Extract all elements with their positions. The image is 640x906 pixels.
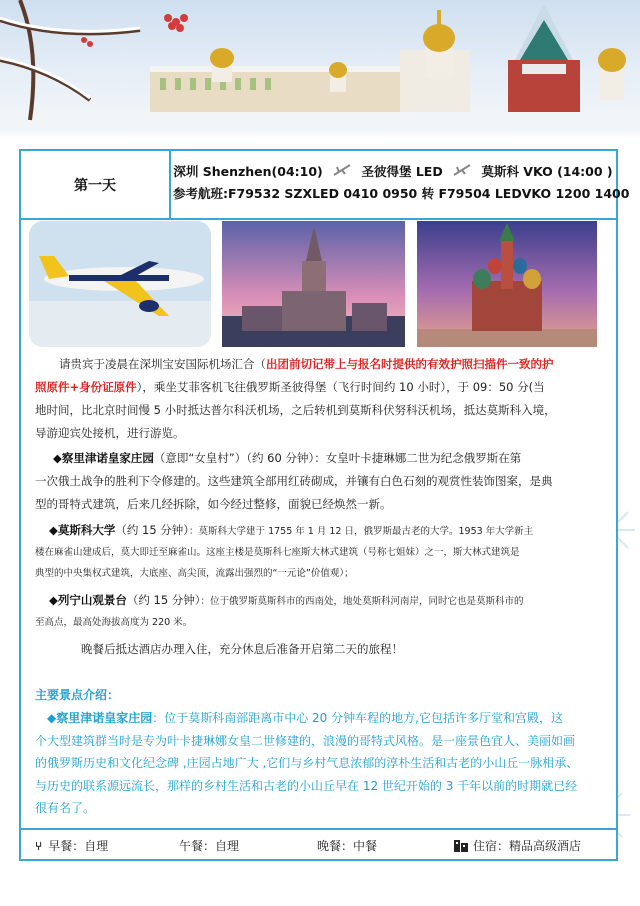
text-line: 典型的中央集权式建筑，大底座、高尖顶，流露出强烈的“一元论”价值观）； — [35, 568, 354, 579]
text-line: 楼在麻雀山建成后，莫大即迁至麻雀山。这座主楼是莫斯科七座斯大林式建筑（号称七姐妹）之一，斯大林式建筑是 — [35, 547, 520, 558]
text-line: 的俄罗斯历史和文化纪念碑 ,庄园占地广大 ,它们与乡村气息浓郁的淳朴生活和古老的小山丘一脉相承、 — [35, 756, 579, 770]
route-transfer: 圣彼得堡 LED — [361, 164, 443, 179]
text-line: 至高点，最高处海拔高度为 220 米。 — [35, 617, 193, 628]
text-line: ◆莫斯科大学（约 15 分钟）：莫斯科大学建于 1755 年 1 月 12 日，俄罗斯最古老的大学。1953 年大学新主 — [35, 519, 610, 542]
attractions-intro — [35, 684, 610, 820]
hotel-info: 住宿：精品高级酒店 — [453, 837, 581, 856]
moscow-skyline-photo — [222, 221, 405, 347]
text-line: 导游迎宾处接机，进行游览。 — [35, 426, 185, 440]
text-line: 一次俄土战争的胜利下令修建的。这些建筑全部用红砖砌成，并镶有白色石刻的观赏性装饰图案，是典 — [35, 474, 553, 488]
banner-snow-edge — [0, 128, 640, 138]
evening-note: 晚餐后抵达酒店办理入住，充分休息后准备开启第二天的旅程！ — [81, 642, 403, 656]
cutlery-icon: ⑂ — [35, 839, 43, 853]
airplane-icon — [453, 161, 471, 183]
text-line: 型的哥特式建筑，后来几经拆除，如今经过整修，面貌已经焕然一新。 — [35, 497, 392, 511]
breakfast-info: ⑂ 早餐：自理 — [35, 839, 109, 853]
day-header-row — [21, 151, 630, 220]
lunch-info: 午餐：自理 — [179, 839, 240, 853]
text-line: ◆察里津诺皇家庄园：位于莫斯科南部距离市中心 20 分钟车程的地方,它包括许多厅堂和宫殿，这 — [35, 707, 610, 730]
sight-title: ◆察里津诺皇家庄园 — [47, 711, 153, 725]
text-line: 与历史的联系源远流长，那样的乡村生活和古老的小山丘早在 12 世纪开始的 3 千年以前的时期就已经 — [35, 778, 578, 793]
hotel-icon — [453, 837, 469, 856]
text-line: 很有名了。 — [35, 801, 96, 815]
photo-strip — [29, 221, 609, 347]
meals-row — [21, 828, 616, 861]
dinner-info: 晚餐：中餐 — [317, 839, 378, 853]
text-line: ◆察里津诺皇家庄园（意即“女皇村”）（约 60 分钟）：女皇叶卡捷琳娜二世为纪念俄罗斯在第 — [35, 447, 610, 470]
airplane-icon — [333, 161, 351, 183]
st-basil-photo — [417, 221, 597, 347]
text-line: 照原件+身份证原件），乘坐艾菲客机飞往俄罗斯圣彼得堡（飞行时间约 10 小时），于 09：50 分(当 — [35, 380, 545, 394]
route-info — [173, 161, 630, 205]
flight-info: 参考航班:F79532 SZXLED 0410 0950 转 F79504 LEDVKO 1200 1400 — [173, 186, 630, 201]
itinerary-frame — [19, 149, 630, 861]
sight-tsaritsyno — [35, 447, 610, 516]
day-label: 第一天 — [21, 151, 171, 218]
route-origin: 深圳 Shenzhen(04:10) — [173, 164, 323, 179]
route-line — [173, 161, 613, 183]
sight-moscow-university — [35, 519, 610, 584]
header-banner — [0, 0, 640, 132]
sight-sparrow-hills — [35, 589, 610, 633]
route-destination: 莫斯科 VKO (14:00 ) — [481, 164, 613, 179]
text-line: 地时间，比北京时间慢 5 小时抵达普尔科沃机场，之后转机到莫斯科伏努科沃机场，抵达莫斯科入境， — [35, 403, 556, 417]
section-title: 主要景点介绍： — [35, 688, 120, 702]
sight-title: ◆列宁山观景台 — [49, 593, 127, 607]
text-line: 个大型建筑群当时是专为叶卡捷琳娜女皇二世修建的，浪漫的哥特式风格。是一座景色宜人、美丽如画 — [35, 733, 576, 748]
airplane-photo — [29, 221, 211, 347]
text-line: 请贵宾于凌晨在深圳宝安国际机场汇合（出团前切记带上与报名时提供的有效护照扫描件一致的护 — [59, 357, 554, 371]
sight-title: ◆莫斯科大学 — [49, 523, 116, 537]
sight-title: ◆察里津诺皇家庄园 — [53, 451, 154, 465]
intro-paragraph — [35, 353, 610, 445]
text-line: ◆列宁山观景台（约 15 分钟）：位于俄罗斯莫斯科市的西南处，地处莫斯科河南岸，同时它也是莫斯科市的 — [35, 589, 610, 612]
